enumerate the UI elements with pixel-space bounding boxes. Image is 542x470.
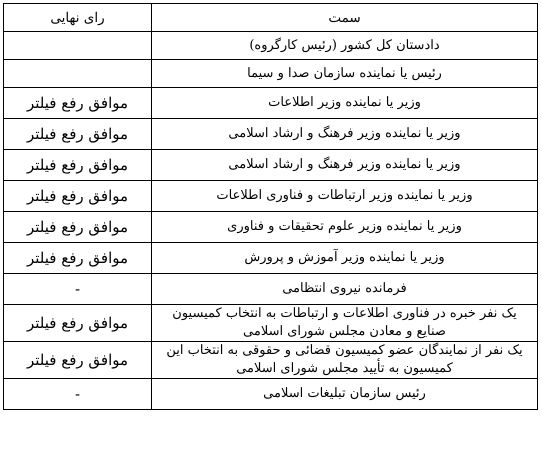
row-vote: - — [4, 379, 152, 410]
table-row — [4, 379, 538, 410]
row-vote: موافق رفع فیلتر — [4, 212, 152, 243]
table-row — [4, 32, 538, 60]
row-position: رئیس سازمان تبلیغات اسلامی — [152, 379, 538, 410]
row-position: رئیس یا نماینده سازمان صدا و سیما — [152, 60, 538, 88]
row-position: یک نفر از نمایندگان عضو کمیسیون قضائی و حقوقی به انتخاب این کمیسیون به تأیید مجلس شورای اسلامی — [152, 342, 538, 379]
table-row — [4, 88, 538, 119]
row-position: وزیر یا نماینده وزیر اطلاعات — [152, 88, 538, 119]
table-row — [4, 60, 538, 88]
row-vote: موافق رفع فیلتر — [4, 150, 152, 181]
row-vote: موافق رفع فیلتر — [4, 119, 152, 150]
table-row — [4, 181, 538, 212]
row-position: دادستان کل کشور (رئیس کارگروه) — [152, 32, 538, 60]
table-row — [4, 243, 538, 274]
table-row — [4, 119, 538, 150]
committee-vote-table — [3, 3, 538, 410]
row-vote: موافق رفع فیلتر — [4, 342, 152, 379]
row-position: وزیر یا نماینده وزیر فرهنگ و ارشاد اسلامی — [152, 119, 538, 150]
header-final-vote: رای نهایی — [4, 4, 152, 32]
table-row — [4, 150, 538, 181]
header-position: سمت — [152, 4, 538, 32]
row-vote — [4, 60, 152, 88]
row-vote: موافق رفع فیلتر — [4, 243, 152, 274]
table-header-row — [4, 4, 538, 32]
row-vote: موافق رفع فیلتر — [4, 88, 152, 119]
row-vote: موافق رفع فیلتر — [4, 305, 152, 342]
row-vote — [4, 32, 152, 60]
table-row — [4, 342, 538, 379]
table-row — [4, 305, 538, 342]
row-position: وزیر یا نماینده وزیر علوم تحقیقات و فناوری — [152, 212, 538, 243]
row-position: یک نفر خبره در فناوری اطلاعات و ارتباطات به انتخاب کمیسیون صنایع و معادن مجلس شورای اسلامی — [152, 305, 538, 342]
row-vote: موافق رفع فیلتر — [4, 181, 152, 212]
table-row — [4, 212, 538, 243]
table-row — [4, 274, 538, 305]
row-vote: - — [4, 274, 152, 305]
row-position: وزیر یا نماینده وزیر فرهنگ و ارشاد اسلامی — [152, 150, 538, 181]
row-position: فرمانده نیروی انتظامی — [152, 274, 538, 305]
row-position: وزیر یا نماینده وزیر ارتباطات و فناوری اطلاعات — [152, 181, 538, 212]
row-position: وزیر یا نماینده وزیر آموزش و پرورش — [152, 243, 538, 274]
